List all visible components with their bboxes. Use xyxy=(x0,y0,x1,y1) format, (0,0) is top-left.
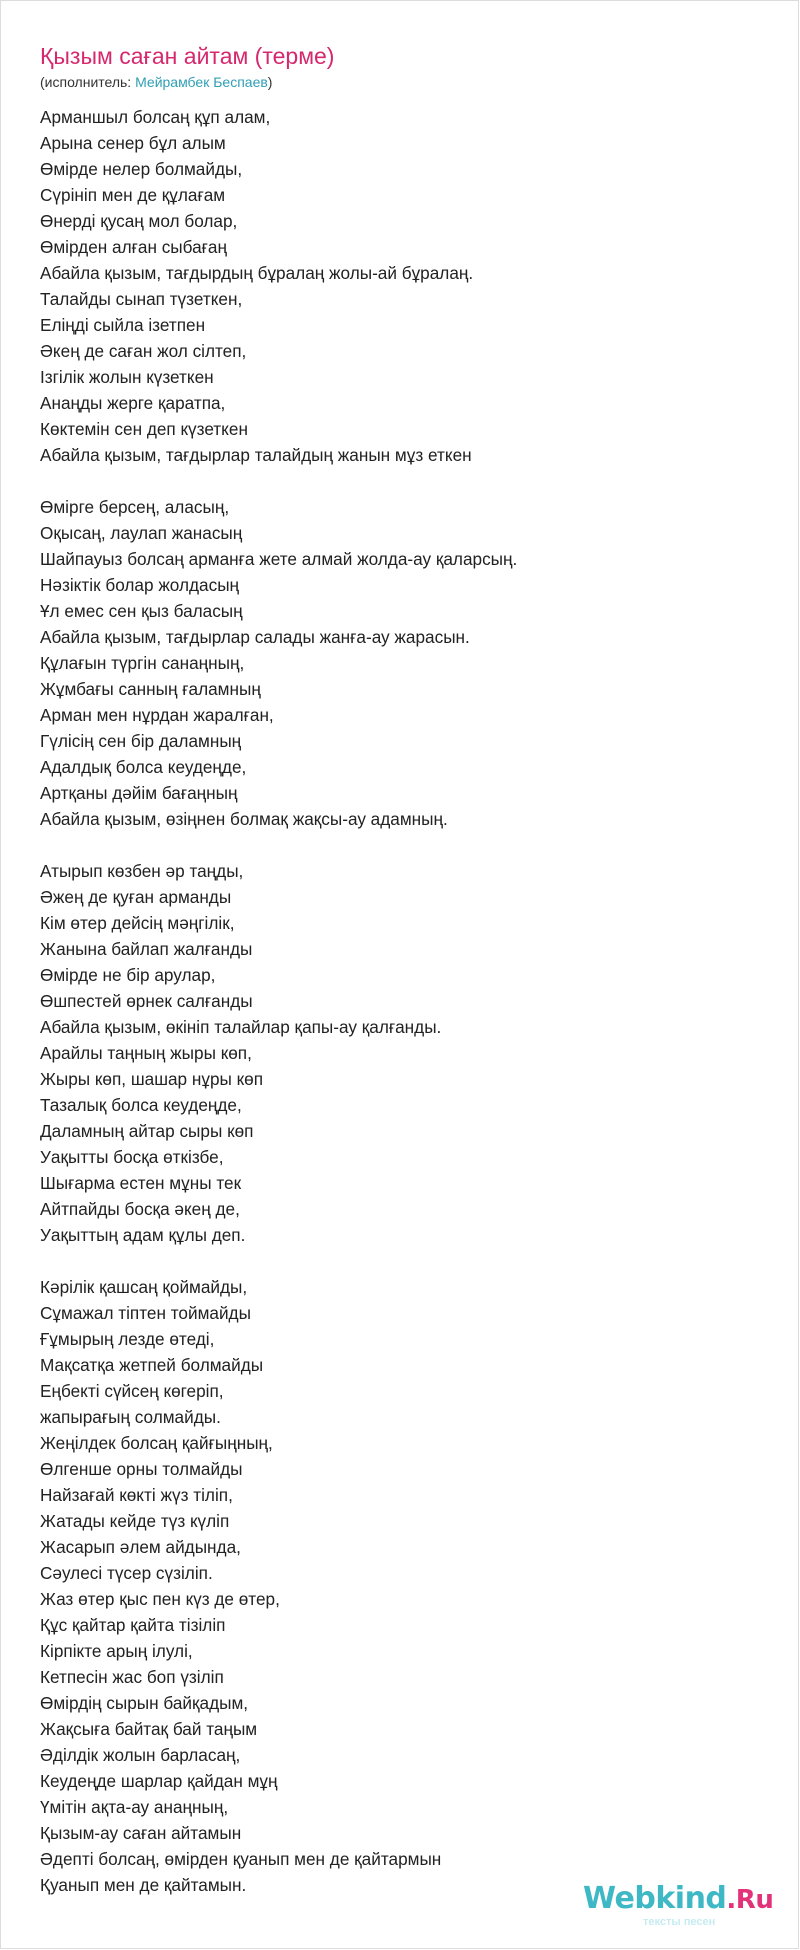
lyric-line: Өмірге берсең, аласың, xyxy=(40,497,230,517)
stanza-break xyxy=(40,832,780,858)
lyric-line: Көктемін сен деп күзеткен xyxy=(40,419,248,439)
lyric-line: Гүлісің сен бір даламның xyxy=(40,731,242,751)
lyric-line: Өмірде нелер болмайды, xyxy=(40,159,243,179)
logo-tagline: тексты песен xyxy=(643,1916,716,1928)
lyric-line: Сұмажал тіптен тоймайды xyxy=(40,1303,251,1323)
lyric-line: Абайла қызым, өкініп талайлар қапы-ау қалғанды. xyxy=(40,1017,442,1037)
lyric-line: Ізгілік жолын күзеткен xyxy=(40,367,214,387)
lyric-line: Адалдық болса кеудеңде, xyxy=(40,757,247,777)
lyric-line: Найзағай көкті жүз тіліп, xyxy=(40,1485,233,1505)
lyric-line: Сүрініп мен де құлағам xyxy=(40,185,226,205)
lyric-line: Ұл емес сен қыз баласың xyxy=(40,601,243,621)
lyric-line: Кеудеңде шарлар қайдан мұң xyxy=(40,1771,278,1791)
lyric-line: Жатады кейде түз күліп xyxy=(40,1511,230,1531)
lyric-line: Кім өтер дейсің мәңгілік, xyxy=(40,913,235,933)
lyric-line: Абайла қызым, тағдырлар талайдың жанын мұз еткен xyxy=(40,445,472,465)
lyric-line: Кәрілік қашсаң қоймайды, xyxy=(40,1277,248,1297)
lyric-line: Айтпайды босқа әкең де, xyxy=(40,1199,240,1219)
lyric-line: Жеңілдек болсаң қайғыңның, xyxy=(40,1433,273,1453)
lyric-line: Уақытты босқа өткізбе, xyxy=(40,1147,224,1167)
lyric-line: Даламның айтар сыры көп xyxy=(40,1121,254,1141)
lyric-line: Үмітін ақта-ау анаңның, xyxy=(40,1797,229,1817)
lyric-line: Анаңды жерге қаратпа, xyxy=(40,393,226,413)
lyric-line: Өмірдің сырын байқадым, xyxy=(40,1693,249,1713)
lyric-line: Кетпесін жас боп үзіліп xyxy=(40,1667,224,1687)
lyric-line: Тазалық болса кеудеңде, xyxy=(40,1095,242,1115)
lyric-line: Құс қайтар қайта тізіліп xyxy=(40,1615,226,1635)
lyric-line: Шайпауыз болсаң арманға жете алмай жолда-ау қаларсың. xyxy=(40,549,518,569)
stanza-break xyxy=(40,1248,780,1274)
lyric-line: Абайла қызым, тағдырдың бұралаң жолы-ай бұралаң. xyxy=(40,263,474,283)
lyric-line: Абайла қызым, өзіңнен болмақ жақсы-ау адамның. xyxy=(40,809,448,829)
lyric-line: Еліңді сыйла ізетпен xyxy=(40,315,206,335)
lyric-line: Жасарып әлем айдында, xyxy=(40,1537,241,1557)
lyric-line: Қызым-ау саған айтамын xyxy=(40,1823,242,1843)
lyric-line: Әжең де қуған арманды xyxy=(40,887,232,907)
lyric-line: Еңбекті сүйсең көгеріп, xyxy=(40,1381,224,1401)
performer-suffix: ) xyxy=(267,74,273,90)
lyric-line: Артқаны дәйім бағаңның xyxy=(40,783,238,803)
song-title: Қызым саған айтам (терме) xyxy=(40,43,335,69)
lyric-line: Өмірде не бір арулар, xyxy=(40,965,216,985)
lyric-line: Атырып көзбен әр таңды, xyxy=(40,861,244,881)
lyric-line: Нәзіктік болар жолдасың xyxy=(40,575,240,595)
lyric-line: Жақсыға байтақ бай таңым xyxy=(40,1719,258,1739)
lyric-line: Сәулесі түсер сүзіліп. xyxy=(40,1563,213,1583)
lyric-line: Абайла қызым, тағдырлар салады жанға-ау жарасын. xyxy=(40,627,470,647)
lyric-line: Әдепті болсаң, өмірден қуанып мен де қайтармын xyxy=(40,1849,442,1869)
lyric-line: Талайды сынап түзеткен, xyxy=(40,289,243,309)
lyric-line: Арайлы таңның жыры көп, xyxy=(40,1043,252,1063)
lyric-line: Оқысаң, лаулап жанасың xyxy=(40,523,243,543)
lyric-line: Ғұмырың лезде өтеді, xyxy=(40,1329,215,1349)
logo-tld: .Ru xyxy=(726,1885,774,1915)
lyric-line: жапырағың солмайды. xyxy=(40,1407,221,1427)
lyric-line: Жанына байлап жалғанды xyxy=(40,939,253,959)
lyric-line: Қуанып мен де қайтамын. xyxy=(40,1875,247,1895)
lyric-line: Уақыттың адам құлы деп. xyxy=(40,1225,246,1245)
lyric-line: Арманшыл болсаң құп алам, xyxy=(40,107,271,127)
lyric-line: Өмірден алған сыбағаң xyxy=(40,237,227,257)
lyric-line: Жаз өтер қыс пен күз де өтер, xyxy=(40,1589,280,1609)
logo-brand: Webkind xyxy=(583,1881,727,1916)
lyric-line: Арына сенер бұл алым xyxy=(40,133,226,153)
stanza-break xyxy=(40,468,780,494)
lyric-line: Өшпестей өрнек салғанды xyxy=(40,991,253,1011)
lyric-line: Әділдік жолын барласаң, xyxy=(40,1745,241,1765)
lyric-line: Өлгенше орны толмайды xyxy=(40,1459,243,1479)
performer-link[interactable]: Мейрамбек Беспаев xyxy=(135,74,268,90)
performer-prefix: (исполнитель: xyxy=(40,74,136,90)
lyric-line: Мақсатқа жетпей болмайды xyxy=(40,1355,264,1375)
lyric-line: Жұмбағы санның ғаламның xyxy=(40,679,261,699)
lyrics-body xyxy=(40,104,780,1898)
lyric-line: Әкең де саған жол сілтеп, xyxy=(40,341,247,361)
lyric-line: Құлағын түргін санаңның, xyxy=(40,653,245,673)
logo-wordmark xyxy=(583,1882,773,1917)
site-logo[interactable] xyxy=(583,1882,783,1932)
lyric-line: Арман мен нұрдан жаралған, xyxy=(40,705,274,725)
lyric-line: Шығарма естен мұны тек xyxy=(40,1173,242,1193)
lyric-line: Кірпікте арың ілулі, xyxy=(40,1641,193,1661)
lyric-line: Жыры көп, шашар нұры көп xyxy=(40,1069,264,1089)
performer-line xyxy=(40,73,272,91)
lyric-line: Өнерді қусаң мол болар, xyxy=(40,211,238,231)
